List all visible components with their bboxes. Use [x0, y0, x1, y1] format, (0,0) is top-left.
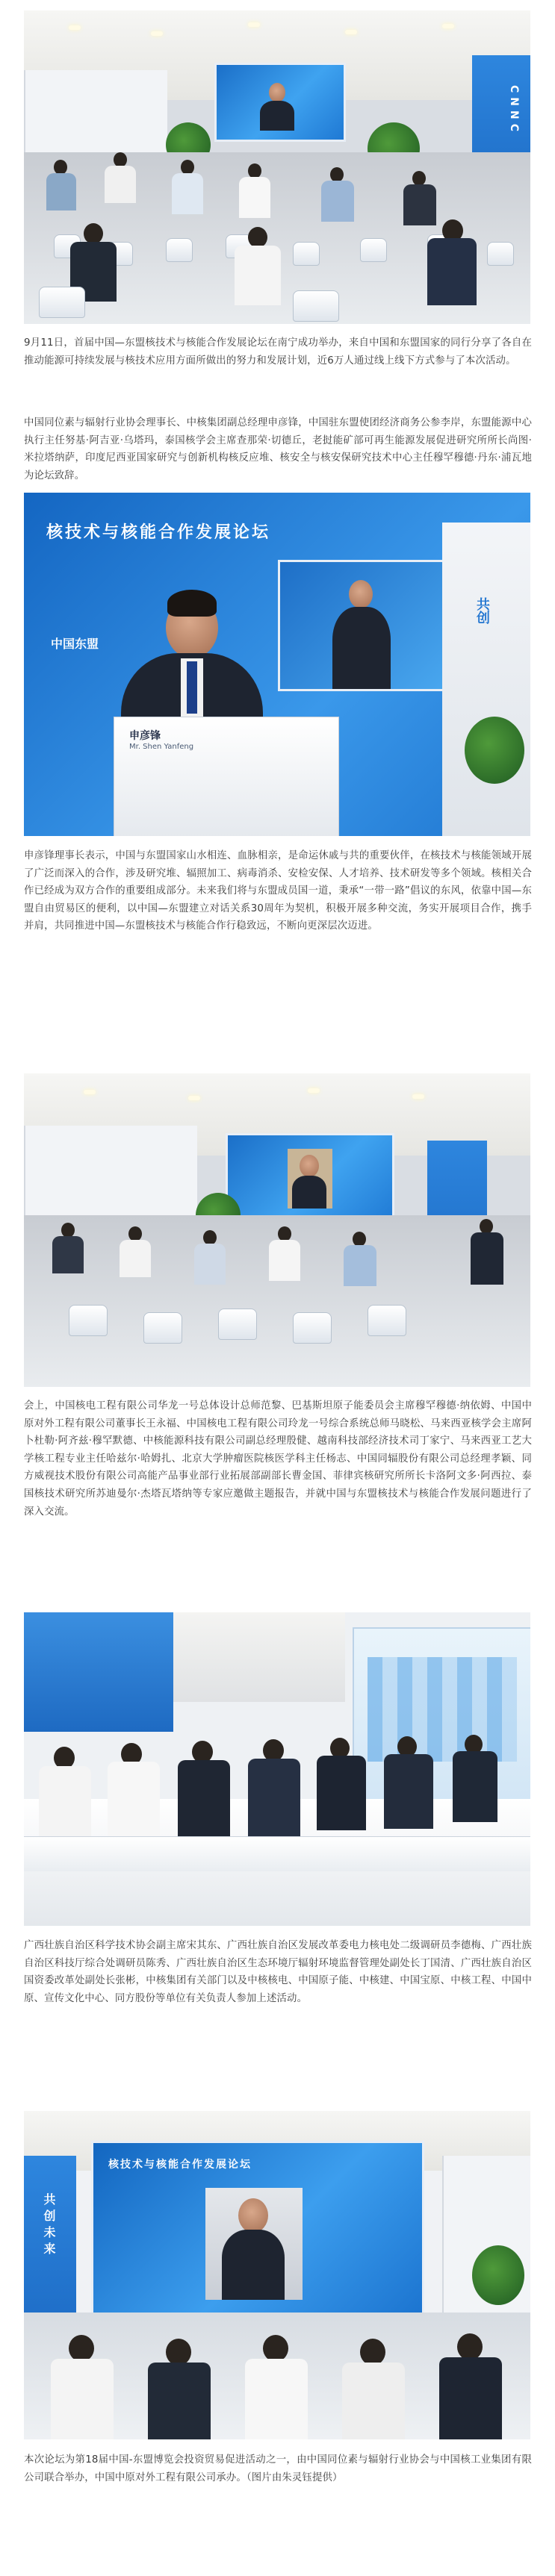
photo-audience-screen — [24, 1073, 530, 1387]
paragraph-4: 会上，中国核电工程有限公司华龙一号总体设计总师范黎、巴基斯坦原子能委员会主席穆罕穆德·纳依姆、中国中原对外工程有限公司董事长王永福、中国核电工程有限公司玲龙一号综合系统总师马晓松、马来西亚核学会主席阿卜杜勒·阿齐兹·穆罕默德、中核能源科技有限公司副总经理殷健、越南科技部经济技术司丁家宁、马来西亚工艺大学核工程专业主任哈兹尔·哈姆扎、北京大学肿瘤医院核医学科主任杨志、中国同辐股份有限公司总经理孝颖、同方威视技术股份有限公司高能产品事业部行业拓展部副部长曹金国、菲律宾核研究所所长卡洛阿文多·阿西拉、泰国核技术研究所苏迪曼尔·杰塔瓦塔纳等专家应邀做主题报告，并就中国与东盟核技术与核能合作发展问题进行了深入交流。 — [24, 1400, 532, 1518]
paragraph-5: 广西壮族自治区科学技术协会副主席宋其东、广西壮族自治区发展改革委电力核电处二级调研员李德梅、广西壮族自治区科技厅综合处调研员陈秀、广西壮族自治区生态环境厅辐射环境监督管理处副处长丁国清、广西壮族自治区国资委改革处副处长张彬，中核集团有关部门以及中核核电、中国原子能、中核建、中国宝原、中核工程、中国中原、宣传文化中心、同方股份等单位有关负责人参加上述活动。 — [24, 1940, 532, 2004]
cnnc-letters: CNNC — [508, 85, 520, 136]
photo-screen-audience — [24, 2111, 530, 2439]
screen-slogan: 核技术与核能合作发展论坛 — [46, 523, 271, 542]
paragraph-6: 本次论坛为第18届中国-东盟博览会投资贸易促进活动之一，由中国同位素与辐射行业协会与中国核工业集团有限公司联合举办，中国中原对外工程有限公司承办。（图片由朱灵钰提供） — [24, 2454, 532, 2483]
paragraph-3: 申彦锋理事长表示，中国与东盟国家山水相连、血脉相亲，是命运休戚与共的重要伙伴，在核技术与核能领域开展了广泛而深入的合作，涉及研究堆、辐照加工、病毒消杀、安检安保、人才培养、技术研发等多个领域。核相关合作已经成为双方合作的重要组成部分。未来我们将与东盟成员国一道，秉承“一带一路”倡议的东风，依靠中国—东盟自由贸易区的便利，以中国—东盟建立对话关系30周年为契机，积极开展多种交流，务实开展项目合作，携手并肩，共同推进中国—东盟核技术与核能合作行稳致远，不断向更深层次迈进。 — [24, 850, 532, 932]
photo-front-row — [24, 1612, 530, 1926]
paragraph-2: 中国同位素与辐射行业协会理事长、中核集团副总经理申彦锋，中国驻东盟使团经济商务公参李岸，东盟能源中心执行主任努基·阿吉亚·乌塔玛，泰国核学会主席查那荣·切德丘，老挝能矿部可再生能源发展促进研究所所长尚图·米拉塔纳萨，印度尼西亚国家研究与创新机构核反应堆、核安全与核安保研究技术中心主任穆罕穆德·丹东·浦瓦地为论坛致辞。 — [24, 417, 532, 481]
photo-speaker-podium — [24, 493, 530, 836]
stage-screen — [214, 63, 346, 142]
speaker-title: Mr. Shen Yanfeng — [129, 743, 194, 751]
wall-panel-text: 共创 — [474, 597, 490, 624]
screen-slogan-2: 核技术与核能合作发展论坛 — [108, 2159, 252, 2171]
side-panel-core: 共创未来 — [42, 2193, 56, 2259]
podium — [114, 717, 339, 836]
paragraph-1: 9月11日，首届中国—东盟核技术与核能合作发展论坛在南宁成功举办，来自中国和东盟国家的同行分享了各自在推动能源可持续发展与核技术应用方面所做出的努力和发展计划，近6万人通过线上线下方式参与了本次活动。 — [24, 337, 532, 367]
photo-forum-hall — [24, 10, 530, 324]
side-text: 中国东盟 — [51, 637, 99, 651]
speaker-name: 申彦锋 — [129, 730, 161, 742]
